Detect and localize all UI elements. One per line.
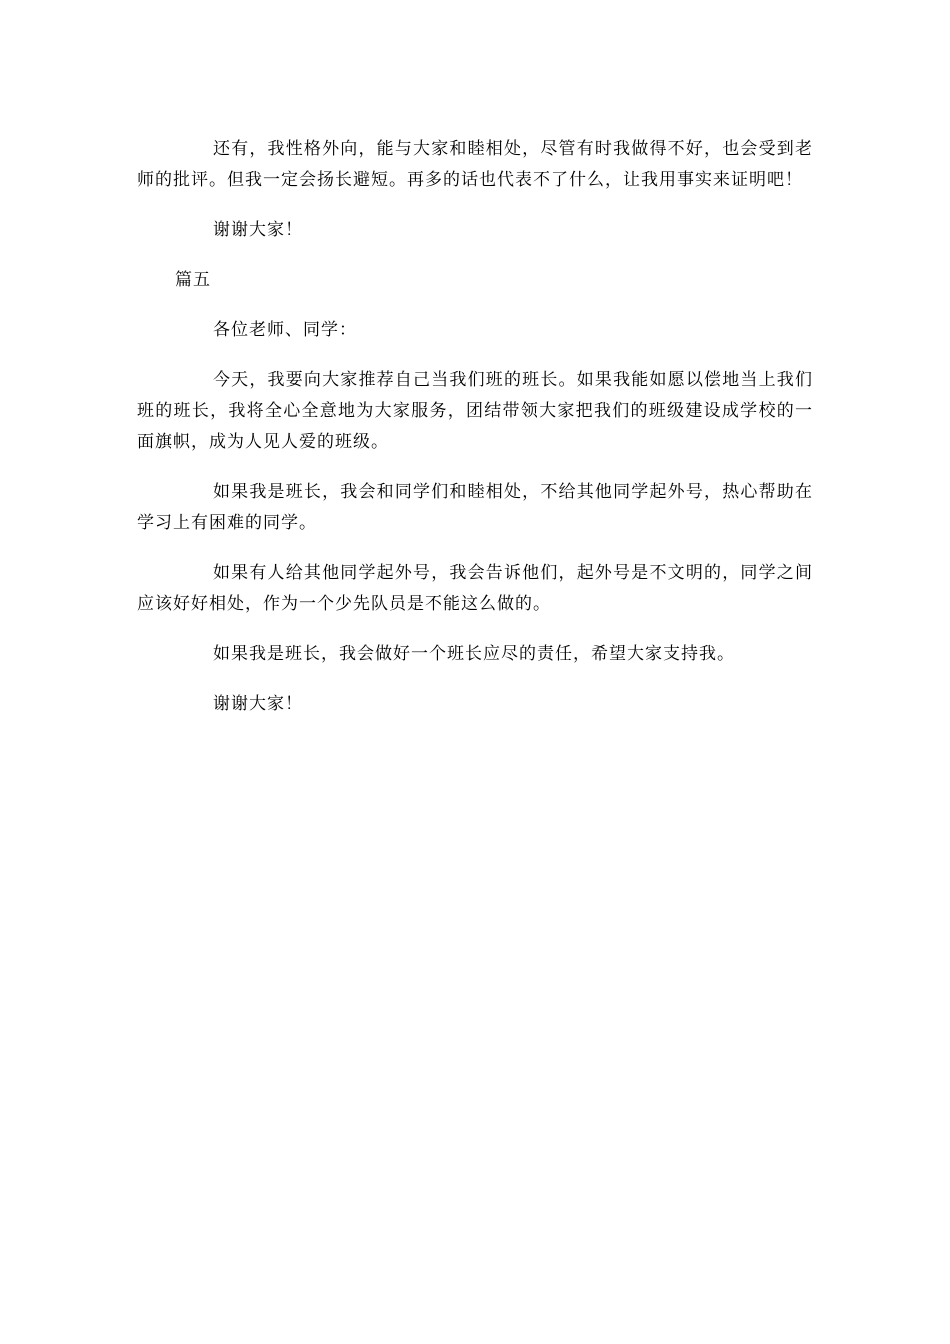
- section-heading: 篇五: [175, 270, 211, 290]
- paragraph-responsibility: 如果我是班长，我会做好一个班长应尽的责任，希望大家支持我。: [213, 644, 735, 664]
- paragraph-recommend: 今天，我要向大家推荐自己当我们班的班长。如果我能如愿以偿地当上我们班的班长，我将全心全意地为大家服务，团结带领大家把我们的班级建设成学校的一面旗帜，成为人见人爱的班级。: [137, 370, 813, 452]
- paragraph-nicknames: 如果有人给其他同学起外号，我会告诉他们，起外号是不文明的，同学之间应该好好相处，作为一个少先队员是不能这么做的。: [137, 563, 813, 614]
- paragraph-thanks: 谢谢大家！: [213, 220, 303, 240]
- paragraph-get-along: 如果我是班长，我会和同学们和睦相处，不给其他同学起外号，热心帮助在学习上有困难的同学。: [137, 482, 813, 533]
- paragraph-personality: 还有，我性格外向，能与大家和睦相处，尽管有时我做得不好，也会受到老师的批评。但我一定会扬长避短。再多的话也代表不了什么，让我用事实来证明吧！: [137, 139, 813, 190]
- document-body: [137, 134, 813, 739]
- paragraph-closing-thanks: 谢谢大家！: [213, 694, 303, 714]
- paragraph-greeting: 各位老师、同学：: [213, 320, 357, 340]
